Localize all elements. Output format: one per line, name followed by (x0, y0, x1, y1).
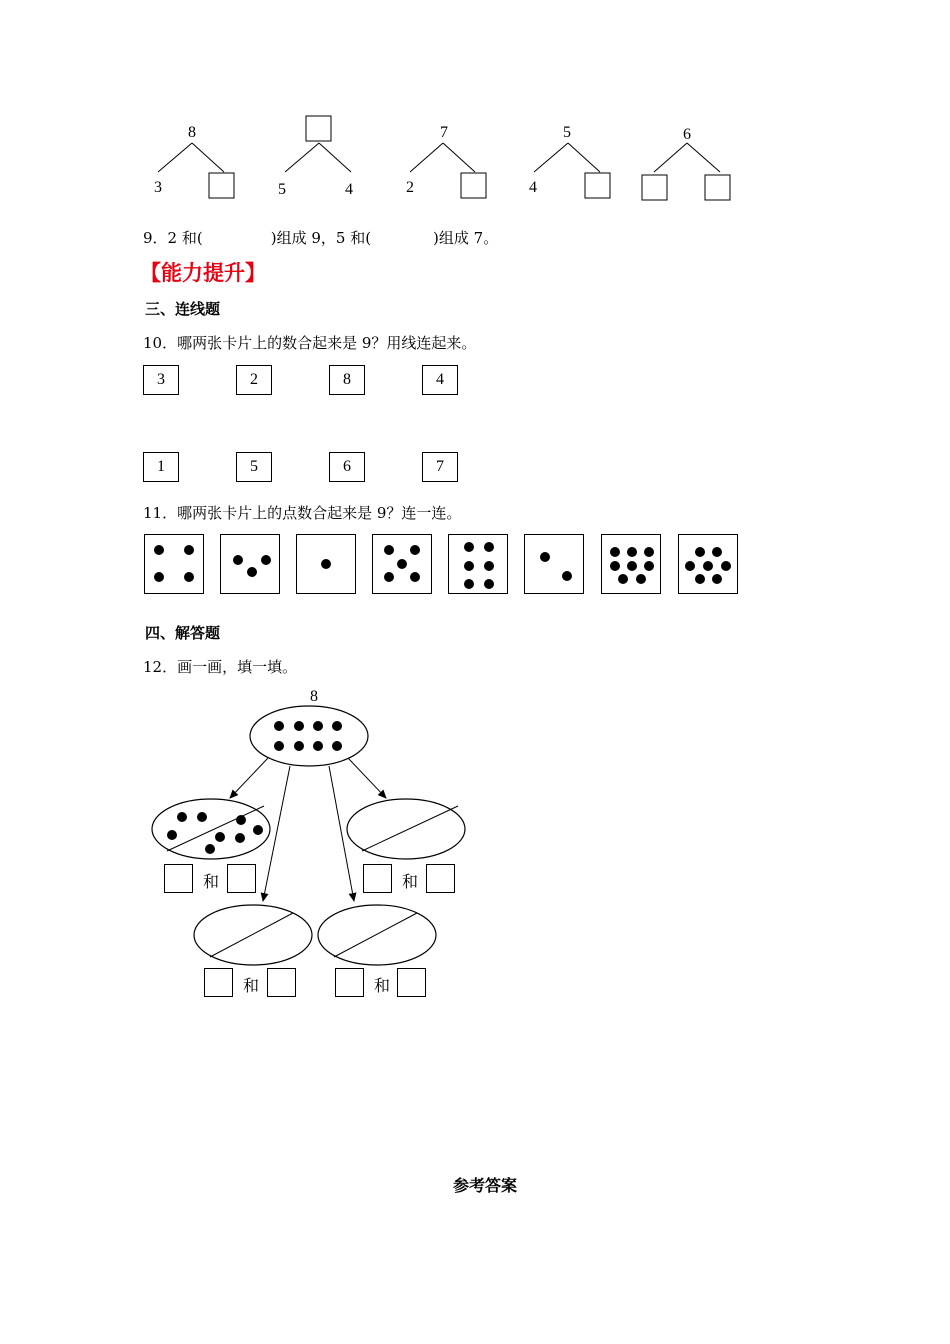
q12-answer-box-3b[interactable] (267, 968, 296, 997)
q12-and-label-1: 和 (203, 872, 220, 891)
q11-dot-card-4[interactable] (372, 534, 432, 594)
tree-2-left: 5 (278, 181, 286, 198)
q11-dot-card-5[interactable] (448, 534, 508, 594)
section-3-heading: 三、连线题 (145, 300, 221, 318)
tree-3-left: 2 (406, 179, 414, 196)
q12-top-number: 8 (310, 688, 318, 705)
question-9: 9．2 和( )组成 9，5 和( )组成 7。 (143, 229, 499, 247)
tree-5-top: 6 (683, 126, 691, 143)
answer-title: 参考答案 (453, 1176, 518, 1195)
q11-dot-card-2[interactable] (220, 534, 280, 594)
q10-bottom-card-1[interactable]: 1 (143, 452, 179, 482)
q10-bottom-card-4[interactable]: 7 (422, 452, 458, 482)
section-ability-heading: 【能力提升】 (140, 261, 266, 285)
q12-answer-box-3a[interactable] (204, 968, 233, 997)
q12-and-label-3: 和 (243, 976, 260, 995)
tree-4-left: 4 (529, 179, 537, 196)
q12-answer-box-4a[interactable] (335, 968, 364, 997)
number-trees (140, 110, 760, 210)
q12-answer-box-1b[interactable] (227, 864, 256, 893)
tree-4-top: 5 (563, 124, 571, 141)
q12-and-label-4: 和 (374, 976, 391, 995)
tree-2-right: 4 (345, 181, 353, 198)
q11-dot-card-1[interactable] (144, 534, 204, 594)
question-12-text: 12．画一画，填一填。 (143, 658, 298, 676)
q10-top-card-2[interactable]: 2 (236, 365, 272, 395)
tree-1-top: 8 (188, 124, 196, 141)
tree-3-top: 7 (440, 124, 448, 141)
q10-top-card-4[interactable]: 4 (422, 365, 458, 395)
q11-dot-card-3[interactable] (296, 534, 356, 594)
question-11-text: 11．哪两张卡片上的点数合起来是 9？连一连。 (143, 504, 462, 522)
q11-dot-card-8[interactable] (678, 534, 738, 594)
question-10-text: 10．哪两张卡片上的数合起来是 9？用线连起来。 (143, 334, 477, 352)
q11-dot-card-6[interactable] (524, 534, 584, 594)
q12-answer-box-2a[interactable] (363, 864, 392, 893)
q12-diagram (140, 684, 480, 1014)
q12-answer-box-4b[interactable] (397, 968, 426, 997)
section-4-heading: 四、解答题 (145, 624, 221, 642)
q10-bottom-card-3[interactable]: 6 (329, 452, 365, 482)
q12-and-label-2: 和 (402, 872, 419, 891)
q11-dot-card-7[interactable] (601, 534, 661, 594)
tree-1-left: 3 (154, 179, 162, 196)
q10-top-card-1[interactable]: 3 (143, 365, 179, 395)
q10-top-card-3[interactable]: 8 (329, 365, 365, 395)
q12-answer-box-1a[interactable] (164, 864, 193, 893)
q12-answer-box-2b[interactable] (426, 864, 455, 893)
q10-bottom-card-2[interactable]: 5 (236, 452, 272, 482)
